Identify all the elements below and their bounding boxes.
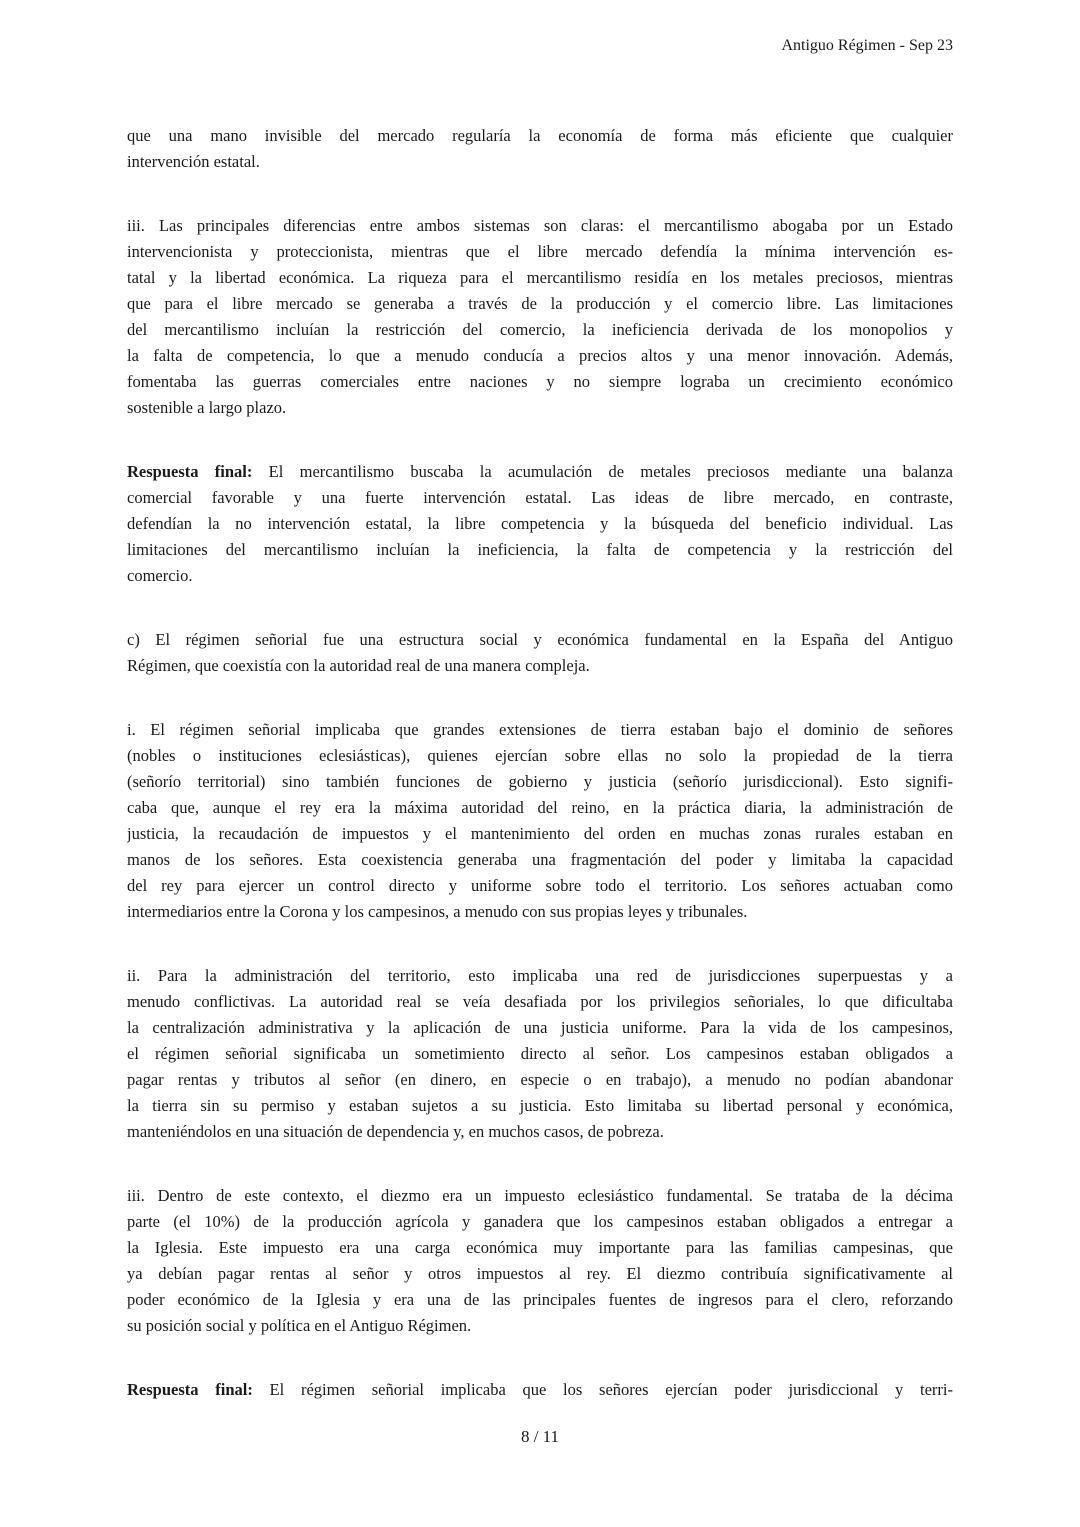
header-title: Antiguo Régimen - Sep 23 (781, 37, 953, 54)
text-line: parte (el 10%) de la producción agrícola y ganadera que los campesinos estaban obligados a entregar a (127, 1212, 953, 1231)
text-line: manteniéndolos en una situación de dependencia y, en muchos casos, de pobreza. (127, 1122, 664, 1141)
text-line: tatal y la libertad económica. La riqueza para el mercantilismo residía en los metales preciosos, mientras (127, 268, 953, 287)
text-line: la tierra sin su permiso y estaban sujetos a su justicia. Esto limitaba su libertad personal y económica, (127, 1096, 953, 1115)
text-line: c) El régimen señorial fue una estructura social y económica fundamental en la España del Antiguo (127, 630, 953, 649)
text-line: manos de los señores. Esta coexistencia generaba una fragmentación del poder y limitaba la capacidad (127, 850, 953, 869)
text-line: Régimen, que coexistía con la autoridad real de una manera compleja. (127, 656, 590, 675)
text-line: el régimen señorial significaba un sometimiento directo al señor. Los campesinos estaban obligados a (127, 1044, 953, 1063)
text-line: caba que, aunque el rey era la máxima autoridad del reino, en la práctica diaria, la administración de (127, 798, 953, 817)
text-line: que una mano invisible del mercado regularía la economía de forma más eficiente que cualquier (127, 126, 953, 145)
text-line: (señorío territorial) sino también funciones de gobierno y justicia (señorío jurisdiccional). Esto signifi- (127, 772, 953, 791)
text-line: iii. Dentro de este contexto, el diezmo era un impuesto eclesiástico fundamental. Se trataba de la décima (127, 1186, 953, 1205)
text-line: sostenible a largo plazo. (127, 398, 287, 417)
bold-label: Respuesta final: (127, 462, 253, 481)
paragraph (127, 1377, 953, 1403)
text-line: intervención estatal. (127, 152, 260, 171)
text-line: Respuesta final: El régimen señorial implicaba que los señores ejercían poder jurisdiccional y terri- (127, 1380, 953, 1399)
paragraph (127, 963, 953, 1145)
text-line: Respuesta final: El mercantilismo buscaba la acumulación de metales preciosos mediante una balanza (127, 462, 953, 481)
text-line: del rey para ejercer un control directo y uniforme sobre todo el territorio. Los señores actuaban como (127, 876, 953, 895)
text-line: poder económico de la Iglesia y era una de las principales fuentes de ingresos para el clero, reforzando (127, 1290, 953, 1309)
text-line: la centralización administrativa y la aplicación de una justicia uniforme. Para la vida de los campesinos, (127, 1018, 953, 1037)
paragraph (127, 627, 953, 679)
page-footer (0, 1424, 1080, 1450)
bold-label: Respuesta final: (127, 1380, 253, 1399)
paragraph (127, 1183, 953, 1339)
text-line: defendían la no intervención estatal, la libre competencia y la búsqueda del beneficio individual. Las (127, 514, 953, 533)
text-line: (nobles o instituciones eclesiásticas), quienes ejercían sobre ellas no solo la propiedad de la tierra (127, 746, 953, 765)
document-body (127, 123, 953, 1441)
text-line: pagar rentas y tributos al señor (en dinero, en especie o en trabajo), a menudo no podían abandonar (127, 1070, 953, 1089)
text-line: i. El régimen señorial implicaba que grandes extensiones de tierra estaban bajo el dominio de señores (127, 720, 953, 739)
text-line: ya debían pagar rentas al señor y otros impuestos al rey. El diezmo contribuía significativamente al (127, 1264, 953, 1283)
text-line: del mercantilismo incluían la restricción del comercio, la ineficiencia derivada de los monopolios y (127, 320, 953, 339)
text-line: intermediarios entre la Corona y los campesinos, a menudo con sus propias leyes y tribunales. (127, 902, 748, 921)
paragraph (127, 717, 953, 925)
text-line: la falta de competencia, lo que a menudo conducía a precios altos y una menor innovación. Además, (127, 346, 953, 365)
text-line: la Iglesia. Este impuesto era una carga económica muy importante para las familias campesinas, que (127, 1238, 953, 1257)
text-line: justicia, la recaudación de impuestos y el mantenimiento del orden en muchas zonas rurales estaban en (127, 824, 953, 843)
paragraph (127, 213, 953, 421)
page-number: 8 / 11 (520, 1427, 560, 1446)
text-line: fomentaba las guerras comerciales entre naciones y no siempre lograba un crecimiento económico (127, 372, 953, 391)
paragraph (127, 459, 953, 589)
text-line: intervencionista y proteccionista, mientras que el libre mercado defendía la mínima intervención es- (127, 242, 953, 261)
text-line: comercio. (127, 566, 193, 585)
text-line: comercial favorable y una fuerte intervención estatal. Las ideas de libre mercado, en contraste, (127, 488, 953, 507)
paragraph (127, 123, 953, 175)
page-header (127, 36, 953, 56)
text-line: limitaciones del mercantilismo incluían la ineficiencia, la falta de competencia y la restricción del (127, 540, 953, 559)
text-line: menudo conflictivas. La autoridad real se veía desafiada por los privilegios señoriales, lo que dificultaba (127, 992, 953, 1011)
text-line: su posición social y política en el Antiguo Régimen. (127, 1316, 472, 1335)
text-line: ii. Para la administración del territorio, esto implicaba una red de jurisdicciones superpuestas y a (127, 966, 953, 985)
text-line: iii. Las principales diferencias entre ambos sistemas son claras: el mercantilismo abogaba por un Estado (127, 216, 953, 235)
text-line: que para el libre mercado se generaba a través de la producción y el comercio libre. Las limitaciones (127, 294, 953, 313)
